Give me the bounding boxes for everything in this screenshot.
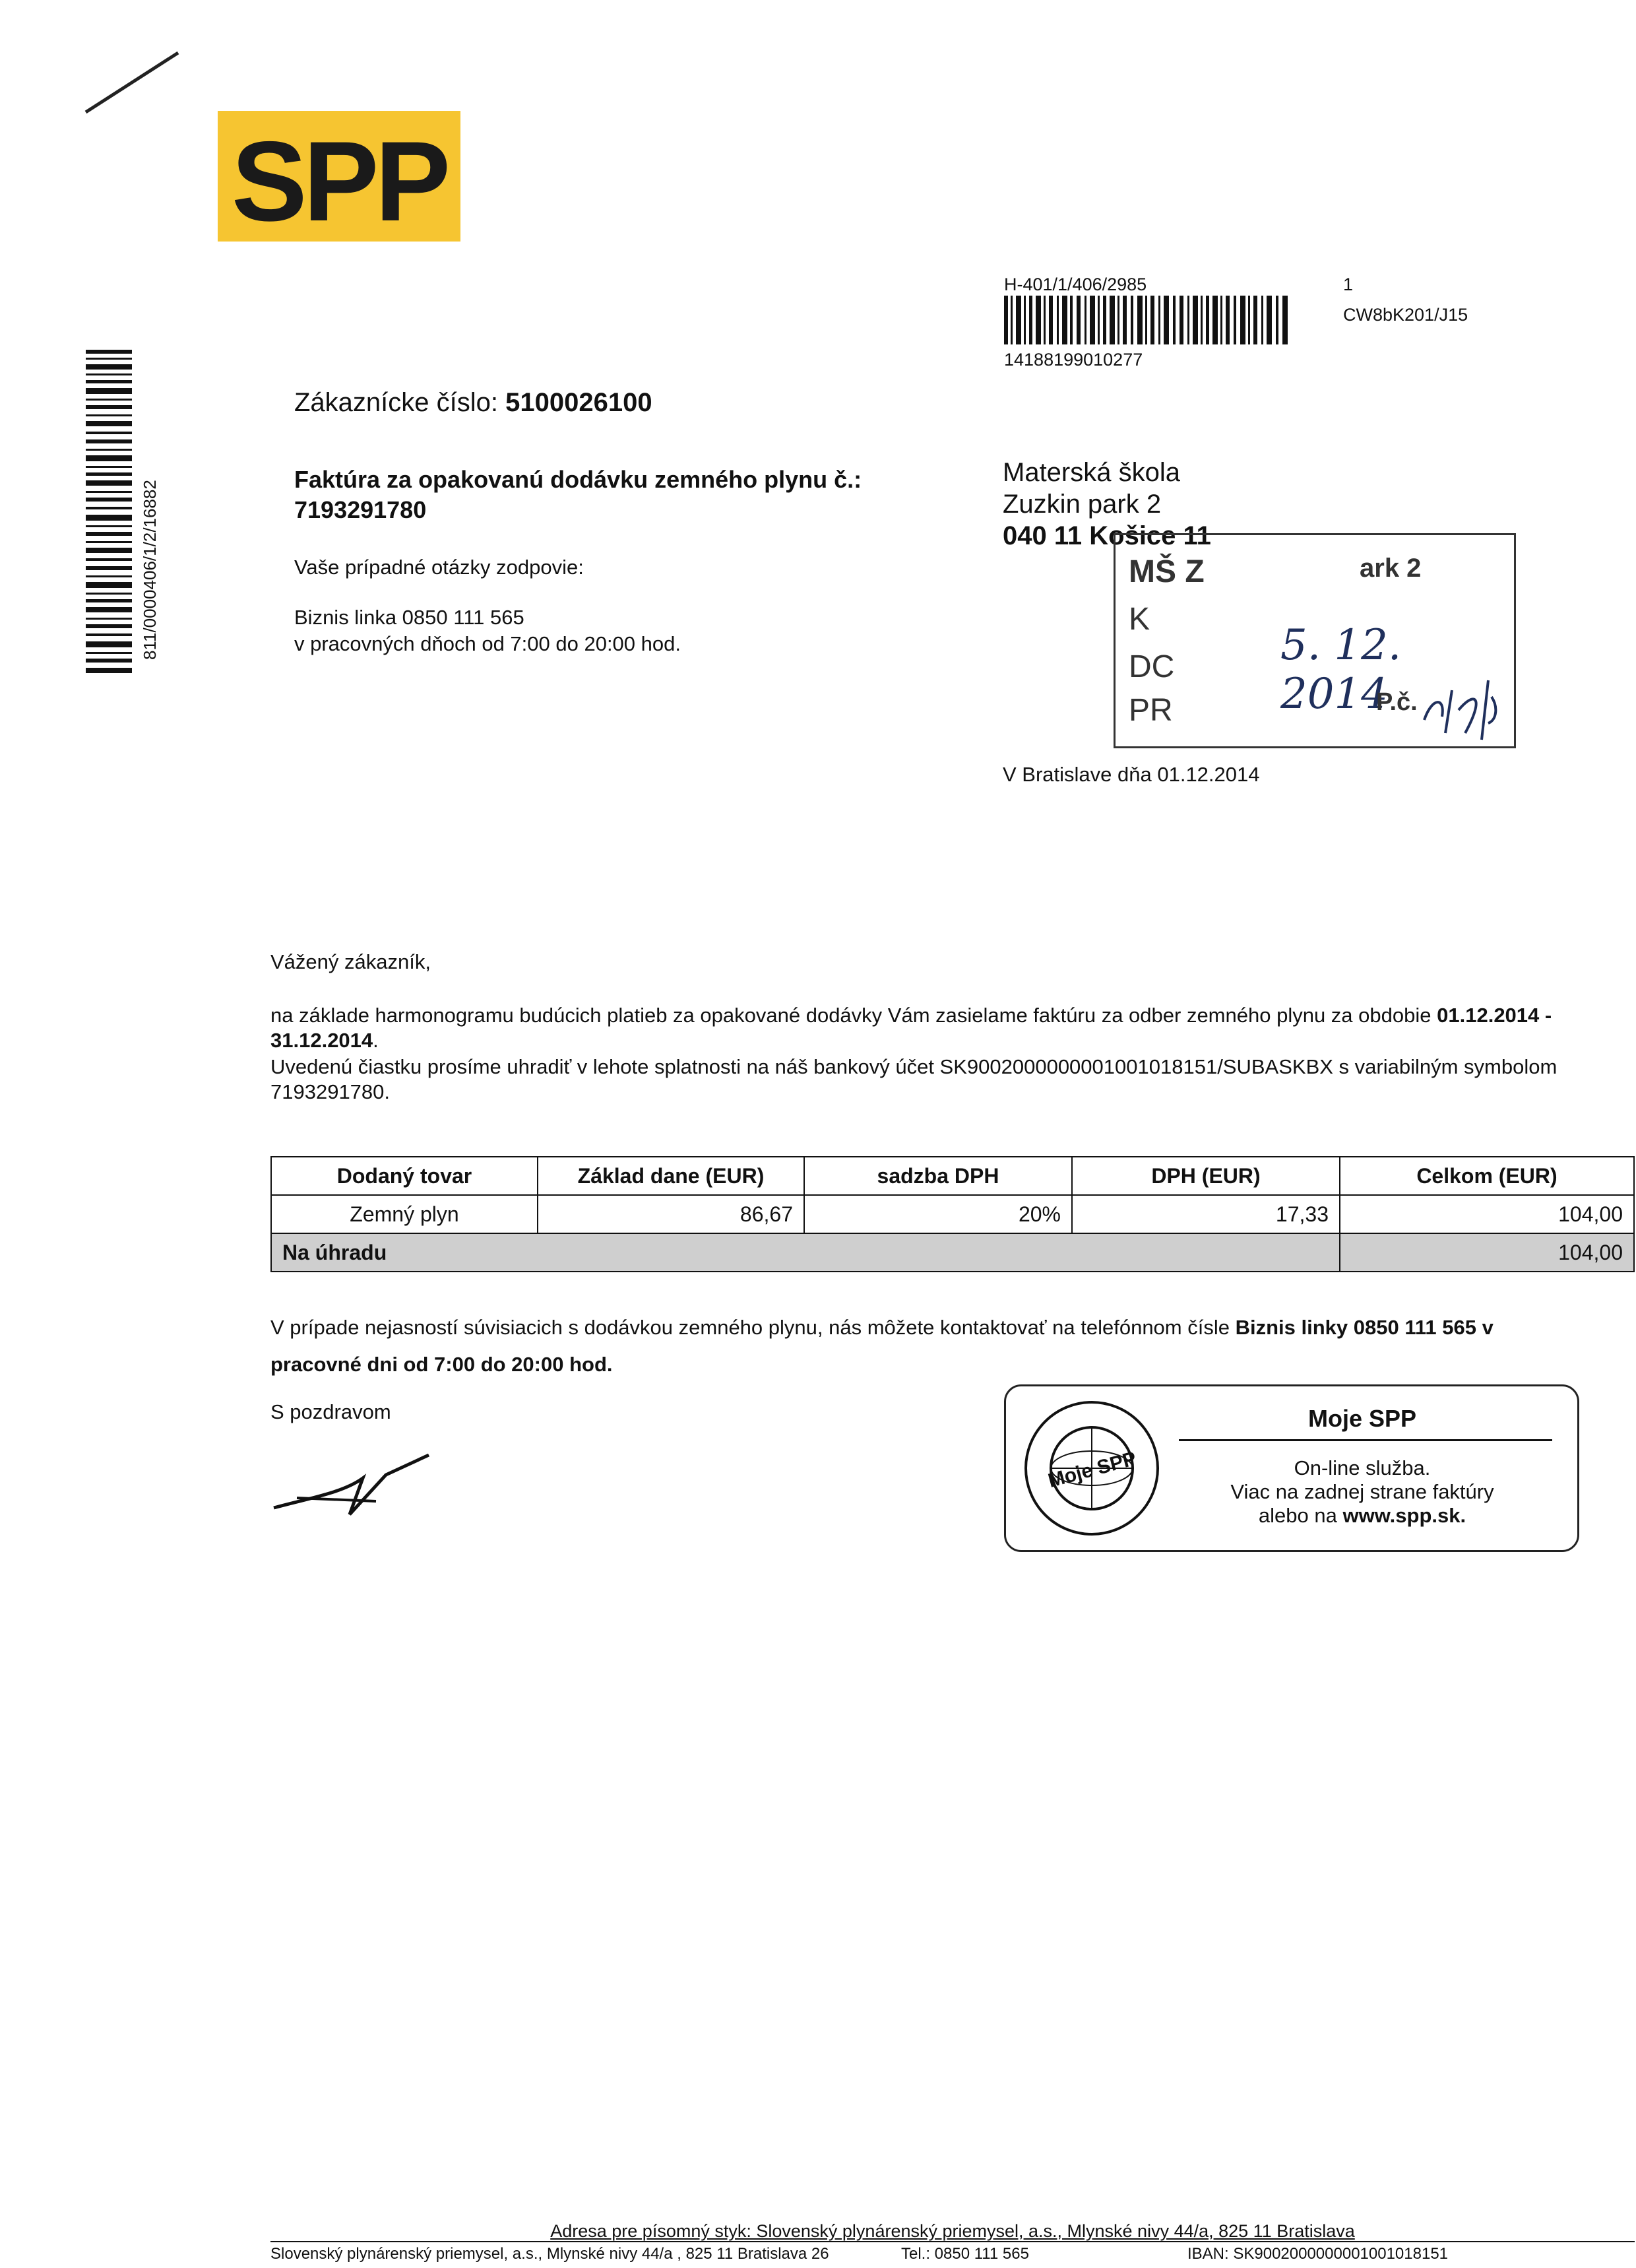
footer-tel: Tel.: 0850 111 565 <box>901 2245 1029 2263</box>
stamp-line1: MŠ Z <box>1129 554 1205 589</box>
paragraph-period <box>270 1003 1635 1053</box>
biz-line2: v pracovných dňoch od 7:00 do 20:00 hod. <box>294 632 681 655</box>
recipient-street: Zuzkin park 2 <box>1003 490 1162 519</box>
recipient-city: 040 11 Košice 11 <box>1003 521 1211 550</box>
moje-spp-divider <box>1179 1439 1552 1441</box>
barcode-page-number: 1 <box>1343 275 1354 294</box>
moje-spp-title: Moje SPP <box>1307 1405 1417 1432</box>
invoice-title-line1: Faktúra za opakovanú dodávku zemného plynu č.: <box>294 466 862 493</box>
received-stamp <box>1114 533 1516 748</box>
horizontal-barcode <box>1004 296 1289 344</box>
moje-spp-box <box>1004 1384 1579 1552</box>
cell-vat-rate: 20% <box>804 1195 1072 1233</box>
table-total-row <box>271 1233 1634 1272</box>
footer-iban: IBAN: SK9002000000001001018151 <box>1187 2245 1449 2263</box>
col-vat-rate: sadzba DPH <box>804 1157 1072 1195</box>
table-header-row <box>271 1157 1634 1195</box>
cell-vat: 17,33 <box>1072 1195 1340 1233</box>
customer-number <box>294 388 652 418</box>
questions-text: Vaše prípadné otázky zodpovie: <box>294 556 584 579</box>
barcode-top-code: H-401/1/406/2985 <box>1004 275 1147 294</box>
contact-bold-1: Biznis linky 0850 111 565 v <box>1235 1316 1494 1339</box>
customer-number-value: 5100026100 <box>505 388 652 417</box>
col-vat: DPH (EUR) <box>1072 1157 1340 1195</box>
moje-spp-line3-pre: alebo na <box>1258 1504 1343 1527</box>
moje-spp-badge <box>1019 1396 1164 1541</box>
stamp-line4: PR <box>1129 693 1173 728</box>
stamp-handwritten-ref <box>1419 670 1505 743</box>
period-start: 01.12.2014 - <box>1437 1004 1552 1027</box>
col-goods: Dodaný tovar <box>271 1157 538 1195</box>
recipient-name: Materská škola <box>1003 458 1180 487</box>
badge-center-text: Moje SPP <box>1046 1447 1139 1493</box>
paragraph-period-text: na základe harmonogramu budúcich platieb za opakované dodávky Vám zasielame faktúru za odber zemného plynu za obdobie <box>270 1004 1432 1027</box>
closing: S pozdravom <box>270 1400 391 1423</box>
vertical-barcode <box>86 350 132 673</box>
col-tax-base: Základ dane (EUR) <box>538 1157 804 1195</box>
total-value: 104,00 <box>1340 1233 1634 1272</box>
moje-spp-line2: Viac na zadnej strane faktúry <box>1230 1480 1494 1503</box>
barcode-number: 14188199010277 <box>1004 350 1143 370</box>
contact-bold-2: pracovné dni od 7:00 do 20:00 hod. <box>270 1353 613 1376</box>
period-end: 31.12.2014 <box>270 1029 373 1052</box>
barcode-ref: CW8bK201/J15 <box>1343 305 1468 325</box>
place-date: V Bratislave dňa 01.12.2014 <box>1003 763 1260 786</box>
moje-spp-line1: On-line služba. <box>1294 1456 1431 1479</box>
paragraph-contact-text: V prípade nejasností súvisiacich s dodávkou zemného plynu, nás môžete kontaktovať na telefónnom čísle <box>270 1316 1230 1339</box>
total-label: Na úhradu <box>271 1233 1340 1272</box>
biz-line1: Biznis linka 0850 111 565 <box>294 606 524 629</box>
customer-number-label: Zákaznícke číslo: <box>294 388 499 417</box>
footer-divider <box>270 2241 1635 2242</box>
invoice-title-line2: 7193291780 <box>294 496 427 523</box>
cell-goods: Zemný plyn <box>271 1195 538 1233</box>
cell-tax-base: 86,67 <box>538 1195 804 1233</box>
signature <box>270 1452 442 1524</box>
moje-spp-line3 <box>1164 1504 1560 1528</box>
salutation: Vážený zákazník, <box>270 950 431 973</box>
spp-logo <box>218 111 460 245</box>
table-row <box>271 1195 1634 1233</box>
paragraph-payment-text: Uvedenú čiastku prosíme uhradiť v lehote splatnosti na náš bankový účet SK9002000000001001018151/SUBASKBX s variabilným symbolom <box>270 1055 1557 1078</box>
footer-address: Adresa pre písomný styk: Slovenský plynárenský priemysel, a.s., Mlynské nivy 44/a, 825 11 Bratislava <box>550 2221 1355 2241</box>
side-code: 811/0000406/1/2/16882 <box>140 480 160 660</box>
pen-mark <box>79 46 185 119</box>
col-total: Celkom (EUR) <box>1340 1157 1634 1195</box>
stamp-line2: K <box>1129 602 1150 637</box>
invoice-table <box>270 1156 1635 1272</box>
variable-symbol: 7193291780. <box>270 1080 391 1103</box>
stamp-line3: DC <box>1129 649 1175 684</box>
stamp-handwritten-date: 5. 12. 2014 <box>1280 621 1402 719</box>
moje-spp-url[interactable]: www.spp.sk. <box>1342 1504 1466 1527</box>
period-dot: . <box>373 1029 379 1052</box>
paragraph-payment <box>270 1054 1635 1105</box>
footer-company: Slovenský plynárenský priemysel, a.s., Mlynské nivy 44/a , 825 11 Bratislava 26 <box>270 2245 829 2263</box>
logo-text: SPP <box>231 118 447 245</box>
paragraph-contact <box>270 1309 1635 1383</box>
stamp-line1b: ark 2 <box>1360 554 1422 583</box>
stamp-ref: P.č. <box>1376 688 1418 716</box>
cell-total: 104,00 <box>1340 1195 1634 1233</box>
